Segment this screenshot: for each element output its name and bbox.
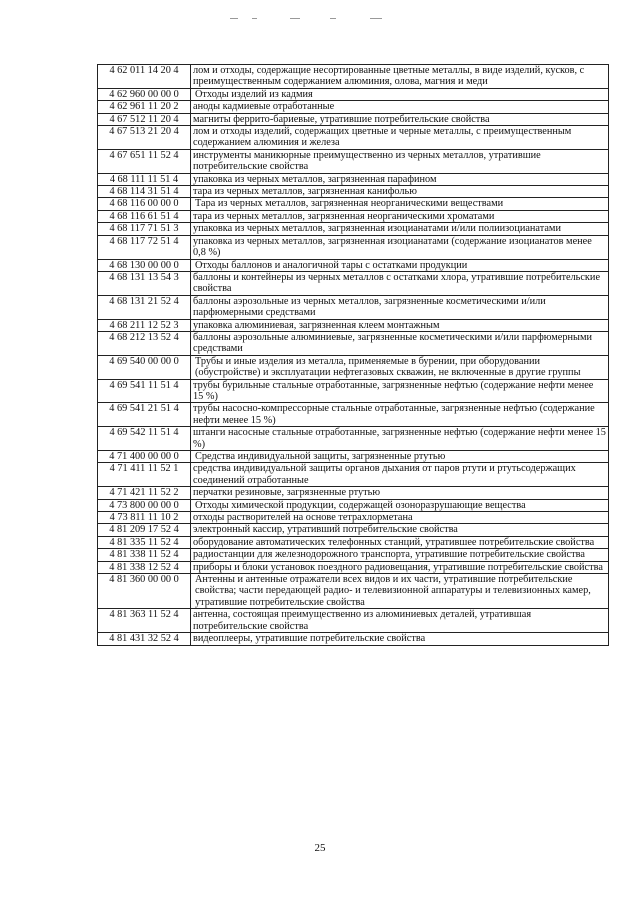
- waste-code: 4 71 411 11 52 1: [98, 463, 191, 487]
- waste-description: трубы насосно-компрессорные стальные отработанные, загрязненные нефтью (содержание нефти менее 15 %): [191, 403, 609, 427]
- waste-description: оборудование автоматических телефонных станций, утратившее потребительские свойства: [191, 536, 609, 548]
- waste-code: 4 67 513 21 20 4: [98, 126, 191, 150]
- waste-description: баллоны и контейнеры из черных металлов с остатками хлора, утратившие потребительские свойства: [191, 271, 609, 295]
- table-row: [98, 235, 609, 259]
- table-row: [98, 549, 609, 561]
- table-row: [98, 210, 609, 222]
- table-row: [98, 319, 609, 331]
- table-row: [98, 487, 609, 499]
- waste-code: 4 67 651 11 52 4: [98, 149, 191, 173]
- waste-description: Тара из черных металлов, загрязненная неорганическими веществами: [191, 198, 609, 210]
- waste-description: магниты феррито-бариевые, утратившие потребительские свойства: [191, 113, 609, 125]
- table-row: [98, 427, 609, 451]
- waste-description: отходы растворителей на основе тетрахлорметана: [191, 512, 609, 524]
- table-row: [98, 259, 609, 271]
- waste-code: 4 68 117 72 51 4: [98, 235, 191, 259]
- waste-code: 4 68 116 00 00 0: [98, 198, 191, 210]
- waste-description: баллоны аэрозольные из черных металлов, загрязненные косметическими и/или парфюмерными средствами: [191, 295, 609, 319]
- waste-code: 4 68 117 71 51 3: [98, 223, 191, 235]
- table-row: [98, 403, 609, 427]
- table-row: [98, 186, 609, 198]
- waste-code: 4 68 130 00 00 0: [98, 259, 191, 271]
- waste-code: 4 68 131 13 54 3: [98, 271, 191, 295]
- waste-code: 4 81 209 17 52 4: [98, 524, 191, 536]
- table-row: [98, 379, 609, 403]
- table-row: [98, 463, 609, 487]
- waste-description: аноды кадмиевые отработанные: [191, 101, 609, 113]
- table-row: [98, 126, 609, 150]
- waste-description: электронный кассир, утративший потребительские свойства: [191, 524, 609, 536]
- waste-code: 4 67 512 11 20 4: [98, 113, 191, 125]
- waste-description: тара из черных металлов, загрязненная неорганическими хроматами: [191, 210, 609, 222]
- waste-code: 4 68 114 31 51 4: [98, 186, 191, 198]
- waste-description: упаковка из черных металлов, загрязненная парафином: [191, 173, 609, 185]
- waste-code: 4 81 360 00 00 0: [98, 574, 191, 609]
- waste-description: Отходы изделий из кадмия: [191, 88, 609, 100]
- waste-description: упаковка алюминиевая, загрязненная клеем монтажным: [191, 319, 609, 331]
- page-number: 25: [314, 842, 326, 854]
- waste-code: 4 69 541 11 51 4: [98, 379, 191, 403]
- table-row: [98, 173, 609, 185]
- waste-code: 4 71 421 11 52 2: [98, 487, 191, 499]
- waste-description: лом и отходы, содержащие несортированные цветные металлы, в виде изделий, кусков, с преимущественным содержанием алюминия, олова, магния и меди: [191, 65, 609, 89]
- table-row: [98, 499, 609, 511]
- table-row: [98, 524, 609, 536]
- waste-description: антенна, состоящая преимущественно из алюминиевых деталей, утратившая потребительские свойства: [191, 609, 609, 633]
- waste-code: 4 68 116 61 51 4: [98, 210, 191, 222]
- table-row: [98, 113, 609, 125]
- waste-code: 4 69 542 11 51 4: [98, 427, 191, 451]
- table-row: [98, 451, 609, 463]
- waste-description: упаковка из черных металлов, загрязненная изоцианатами (содержание изоцианатов менее 0,8 %): [191, 235, 609, 259]
- waste-code: 4 81 338 11 52 4: [98, 549, 191, 561]
- waste-description: тара из черных металлов, загрязненная канифолью: [191, 186, 609, 198]
- table-row: [98, 574, 609, 609]
- waste-code: 4 69 541 21 51 4: [98, 403, 191, 427]
- table-row: [98, 88, 609, 100]
- waste-description: штанги насосные стальные отработанные, загрязненные нефтью (содержание нефти менее 15 %): [191, 427, 609, 451]
- waste-code: 4 73 800 00 00 0: [98, 499, 191, 511]
- waste-code: 4 81 335 11 52 4: [98, 536, 191, 548]
- waste-code: 4 62 011 14 20 4: [98, 65, 191, 89]
- waste-code: 4 81 363 11 52 4: [98, 609, 191, 633]
- waste-code: 4 68 212 13 52 4: [98, 331, 191, 355]
- waste-code: 4 62 961 11 20 2: [98, 101, 191, 113]
- waste-description: трубы бурильные стальные отработанные, загрязненные нефтью (содержание нефти менее 15 %): [191, 379, 609, 403]
- waste-code: 4 68 211 12 52 3: [98, 319, 191, 331]
- table-row: [98, 355, 609, 379]
- table-row: [98, 512, 609, 524]
- table-row: [98, 295, 609, 319]
- waste-code: 4 69 540 00 00 0: [98, 355, 191, 379]
- waste-description: радиостанции для железнодорожного транспорта, утратившие потребительские свойства: [191, 549, 609, 561]
- waste-code: 4 71 400 00 00 0: [98, 451, 191, 463]
- waste-code: 4 68 131 21 52 4: [98, 295, 191, 319]
- waste-description: Трубы и иные изделия из металла, применяемые в бурении, при оборудовании (обустройстве) и эксплуатации нефтегазовых скважин, не включенные в другие группы: [191, 355, 609, 379]
- waste-code: 4 62 960 00 00 0: [98, 88, 191, 100]
- waste-description: баллоны аэрозольные алюминиевые, загрязненные косметическими и/или парфюмерными средствами: [191, 331, 609, 355]
- table-row: [98, 331, 609, 355]
- table-row: [98, 271, 609, 295]
- waste-code: 4 81 431 32 52 4: [98, 633, 191, 645]
- table-row: [98, 149, 609, 173]
- table-row: [98, 223, 609, 235]
- waste-description: Антенны и антенные отражатели всех видов и их части, утратившие потребительские свойства; части передающей радио- и телевизионной аппаратуры и телевизионных камер, утратившие потребительские свойства: [191, 574, 609, 609]
- waste-description: Отходы баллонов и аналогичной тары с остатками продукции: [191, 259, 609, 271]
- waste-description: инструменты маникюрные преимущественно из черных металлов, утратившие потребительские свойства: [191, 149, 609, 173]
- waste-description: Отходы химической продукции, содержащей озоноразрушающие вещества: [191, 499, 609, 511]
- waste-code: 4 73 811 11 10 2: [98, 512, 191, 524]
- table-row: [98, 609, 609, 633]
- table-row: [98, 561, 609, 573]
- waste-code: 4 68 111 11 51 4: [98, 173, 191, 185]
- waste-description: лом и отходы изделий, содержащих цветные и черные металлы, с преимущественным содержанием алюминия и железа: [191, 126, 609, 150]
- waste-description: средства индивидуальной защиты органов дыхания от паров ртути и ртутьсодержащих соединений отработанные: [191, 463, 609, 487]
- waste-description: видеоплееры, утратившие потребительские свойства: [191, 633, 609, 645]
- waste-description: упаковка из черных металлов, загрязненная изоцианатами и/или полиизоцианатами: [191, 223, 609, 235]
- waste-description: приборы и блоки установок поездного радиовещания, утратившие потребительские свойства: [191, 561, 609, 573]
- table-row: [98, 101, 609, 113]
- waste-description: Средства индивидуальной защиты, загрязненные ртутью: [191, 451, 609, 463]
- table-row: [98, 65, 609, 89]
- table-row: [98, 198, 609, 210]
- waste-codes-table: [97, 64, 609, 646]
- table-row: [98, 536, 609, 548]
- scan-specks: [230, 18, 410, 24]
- table-row: [98, 633, 609, 645]
- waste-description: перчатки резиновые, загрязненные ртутью: [191, 487, 609, 499]
- waste-code: 4 81 338 12 52 4: [98, 561, 191, 573]
